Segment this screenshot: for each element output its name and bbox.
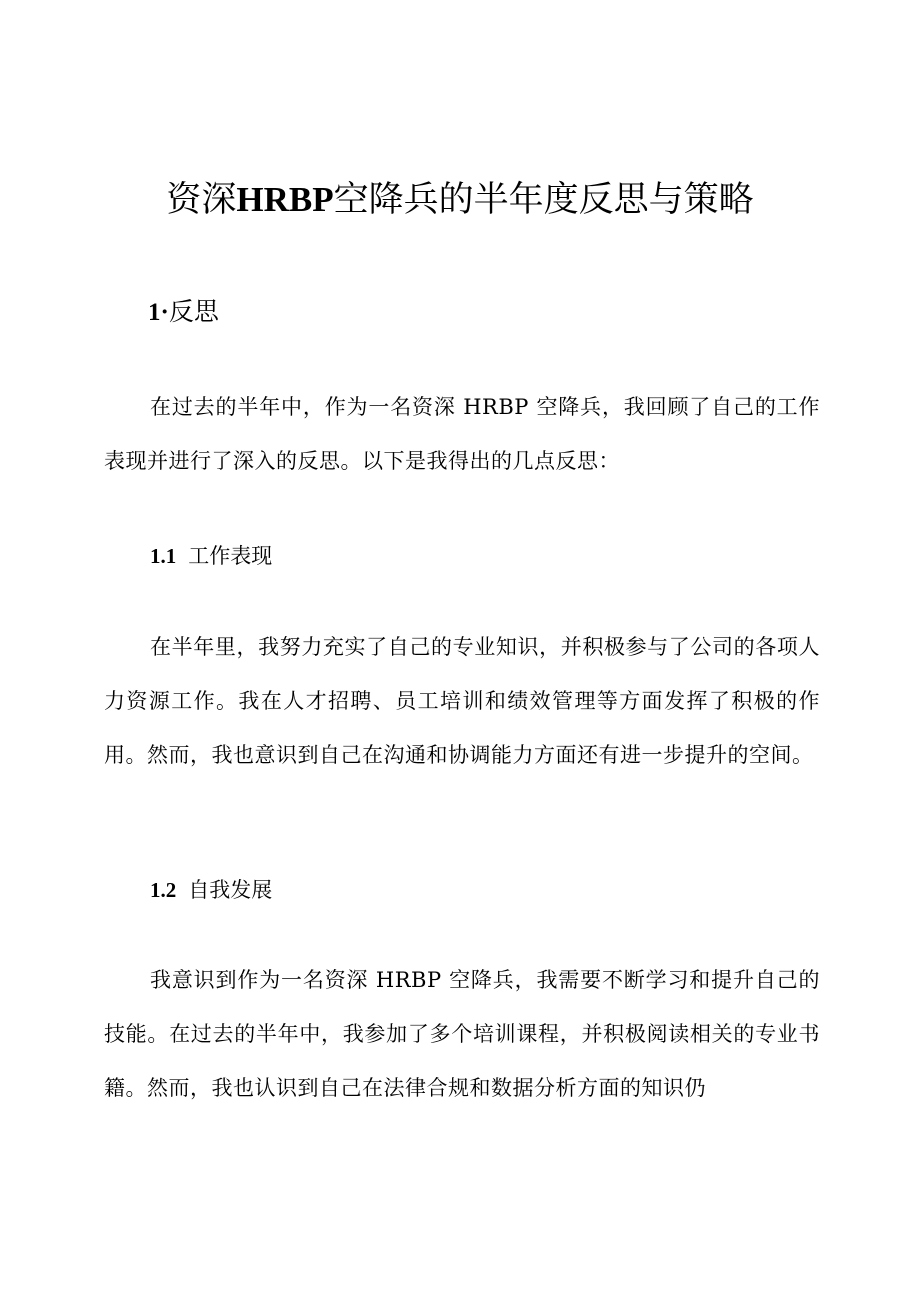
section-1-2-heading <box>150 875 272 905</box>
section-1-number: 1· <box>148 299 169 326</box>
section-1-2-title: 自我发展 <box>188 878 273 902</box>
title-latin: HRBP <box>236 180 334 219</box>
section-1-paragraph: 在过去的半年中，作为一名资深 HRBP 空降兵，我回顾了自己的工作表现并进行了深入的反思。以下是我得出的几点反思： <box>104 395 820 473</box>
section-1-1-title: 工作表现 <box>188 544 273 568</box>
title-prefix: 资深 <box>166 180 237 220</box>
section-1-2-paragraph: 我意识到作为一名资深 HRBP 空降兵，我需要不断学习和提升自己的技能。在过去的半年中，我参加了多个培训课程，并积极阅读相关的专业书籍。然而，我也认识到自己在法律合规和数据分析方面的知识仍 <box>104 968 820 1100</box>
section-1-1-number: 1.1 <box>150 544 177 568</box>
section-1-1-heading <box>150 541 272 571</box>
title-suffix: 空降兵的半年度反思与策略 <box>333 180 754 220</box>
section-1-2-number: 1.2 <box>150 878 177 902</box>
section-1-heading <box>148 294 219 331</box>
section-1-1-paragraph: 在半年里，我努力充实了自己的专业知识，并积极参与了公司的各项人力资源工作。我在人才招聘、员工培训和绩效管理等方面发挥了积极的作用。然而，我也意识到自己在沟通和协调能力方面还有进一步提升的空间。 <box>104 635 820 767</box>
document-title <box>0 176 920 224</box>
section-1-title: 反思 <box>168 297 219 326</box>
